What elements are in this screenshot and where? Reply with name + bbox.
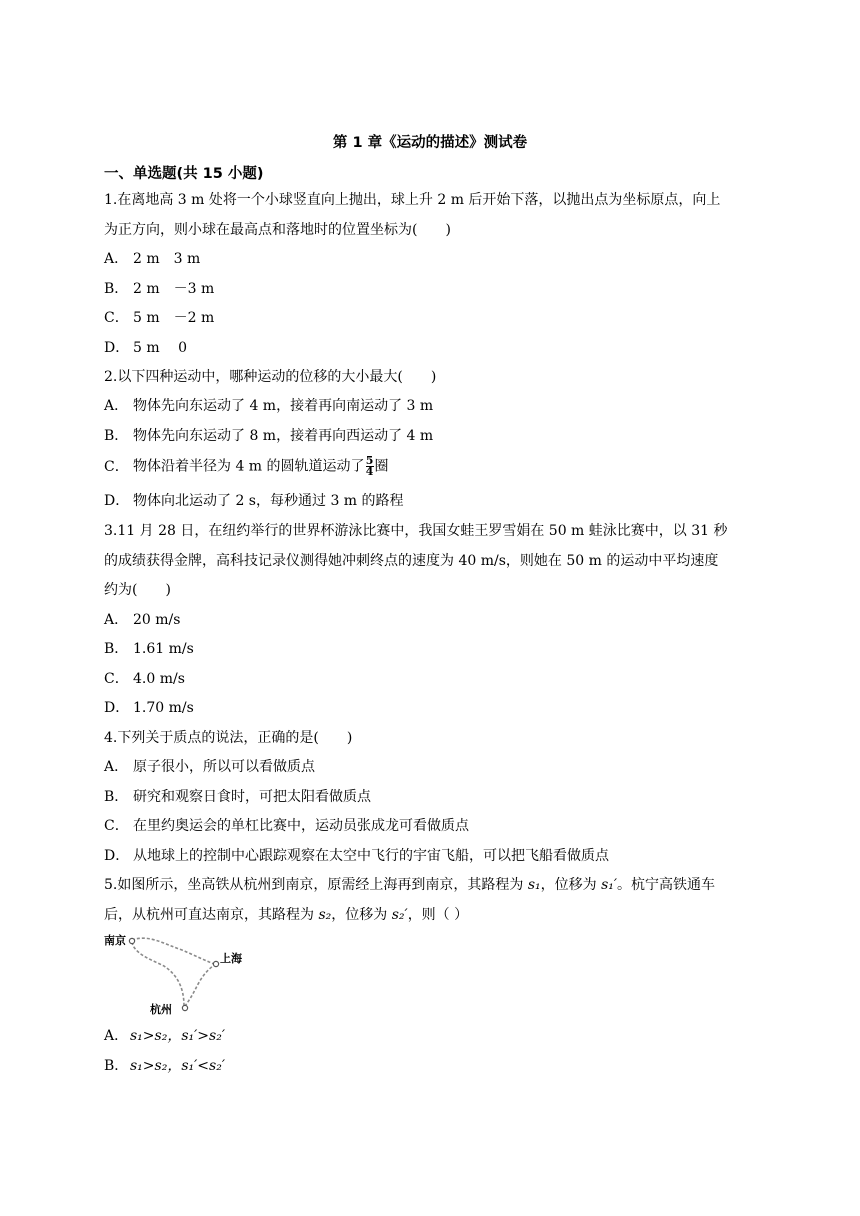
page-title: 第 1 章《运动的描述》测试卷	[332, 135, 528, 151]
fraction-denominator: 4	[365, 465, 374, 478]
option-text: 物体先向东运动了 4 m，接着再向南运动了 3 m	[133, 398, 434, 414]
option-text: 物体先向东运动了 8 m，接着再向西运动了 4 m	[133, 428, 434, 444]
question-2-option-a	[104, 397, 433, 415]
option-letter: D．	[104, 848, 130, 864]
option-letter: A．	[104, 251, 129, 267]
question-3-option-a	[104, 611, 180, 629]
option-text: 2 m 3 m	[133, 251, 201, 267]
question-1-option-c	[104, 309, 214, 327]
text-run: 后，从杭州可直达南京，其路程为	[104, 907, 319, 923]
symbol-s2: s₂	[318, 907, 332, 923]
option-text: s₁>s₂，s₁′<s₂′	[130, 1058, 226, 1074]
question-4-option-b	[104, 788, 371, 806]
option-letter: B．	[104, 428, 129, 444]
text-run: 5.如图所示，坐高铁从杭州到南京，原需经上海再到南京，其路程为	[104, 877, 528, 893]
fraction	[366, 456, 374, 477]
city-marker-shanghai	[213, 961, 218, 966]
question-4-option-c	[104, 817, 469, 835]
option-letter: A．	[104, 398, 129, 414]
question-2-text: 2.以下四种运动中，哪种运动的位移的大小最大( )	[104, 369, 437, 385]
question-2-option-c	[104, 456, 389, 477]
option-letter: D．	[104, 493, 130, 509]
fraction-numerator: 5	[365, 454, 374, 467]
option-letter: C．	[104, 818, 129, 834]
section-heading: 一、单选题(共 15 小题)	[104, 166, 264, 182]
route-shanghai-hangzhou	[185, 964, 216, 1006]
question-1-text-cont: 为正方向，则小球在最高点和落地时的位置坐标为( )	[104, 222, 451, 238]
question-3-text: 3.11 月 28 日，在纽约举行的世界杯游泳比赛中，我国女蛙王罗雪娟在 50 m 蛙泳比赛中，以 31 秒	[104, 523, 728, 539]
symbol-s2-prime: s₂′	[391, 907, 408, 923]
question-5-text	[104, 876, 715, 894]
symbol-s1-prime: s₁′	[601, 877, 618, 893]
option-letter: A．	[104, 1028, 129, 1044]
question-5-text-cont	[104, 906, 468, 924]
option-text: 2 m －3 m	[133, 281, 215, 297]
option-text: 1.61 m/s	[133, 641, 194, 657]
question-1-text: 1.在离地高 3 m 处将一个小球竖直向上抛出，球上升 2 m 后开始下落，以抛出点为坐标原点，向上	[104, 192, 721, 208]
option-text: 物体向北运动了 2 s，每秒通过 3 m 的路程	[133, 493, 404, 509]
option-text-tail: 圈	[374, 458, 389, 475]
route-nanjing-shanghai	[132, 938, 214, 964]
option-text: 物体沿着半径为 4 m 的圆轨道运动了	[133, 458, 365, 475]
text-run: ，则（ ）	[407, 907, 469, 923]
question-4-option-a	[104, 758, 315, 776]
question-3-text-cont: 的成绩获得金牌，高科技记录仪测得她冲刺终点的速度为 40 m/s，则她在 50 m 的运动中平均速度	[104, 553, 719, 569]
question-2-option-b	[104, 427, 433, 445]
question-1-option-b	[104, 280, 214, 298]
question-3-text-cont: 约为( )	[104, 582, 171, 598]
map-label-shanghai: 上海	[220, 952, 242, 965]
option-text: 从地球上的控制中心跟踪观察在太空中飞行的宇宙飞船，可以把飞船看做质点	[133, 848, 609, 864]
city-marker-nanjing	[129, 938, 134, 943]
text-run: ，位移为	[331, 907, 392, 923]
option-letter: A．	[104, 612, 129, 628]
option-text: 20 m/s	[133, 612, 181, 628]
text-run: 。杭宁高铁通车	[617, 877, 716, 893]
text-run: ，位移为	[540, 877, 602, 893]
option-text: 在里约奥运会的单杠比赛中，运动员张成龙可看做质点	[133, 818, 469, 834]
option-letter: B．	[104, 789, 129, 805]
option-letter: D．	[104, 340, 130, 356]
question-3-option-c	[104, 670, 185, 688]
option-letter: D．	[104, 700, 130, 716]
question-1-option-a	[104, 250, 200, 268]
question-4-text: 4.下列关于质点的说法，正确的是( )	[104, 730, 353, 746]
symbol-s1: s₁	[527, 877, 541, 893]
question-1-option-d	[104, 339, 187, 357]
option-letter: C．	[104, 310, 129, 326]
question-5-option-b	[104, 1057, 225, 1075]
option-text: 1.70 m/s	[133, 700, 194, 716]
option-text: 原子很小，所以可以看做质点	[133, 759, 315, 775]
city-marker-hangzhou	[182, 1005, 187, 1010]
option-letter: A．	[104, 759, 129, 775]
question-2-option-d	[104, 492, 404, 510]
railway-map-figure	[104, 930, 254, 1018]
option-letter: C．	[104, 671, 129, 687]
map-label-nanjing: 南京	[104, 934, 126, 947]
option-text: 4.0 m/s	[133, 671, 185, 687]
option-letter: B．	[104, 1058, 129, 1074]
option-text: 5 m 0	[133, 340, 187, 356]
option-letter: C．	[104, 458, 129, 475]
option-text: 研究和观察日食时，可把太阳看做质点	[133, 789, 371, 805]
option-text: 5 m －2 m	[133, 310, 215, 326]
option-letter: B．	[104, 641, 129, 657]
option-text: s₁>s₂，s₁′>s₂′	[130, 1028, 226, 1044]
route-nanjing-hangzhou	[132, 942, 184, 1006]
question-3-option-b	[104, 640, 194, 658]
question-5-option-a	[104, 1027, 225, 1045]
question-4-option-d	[104, 847, 609, 865]
option-letter: B．	[104, 281, 129, 297]
question-3-option-d	[104, 699, 194, 717]
map-label-hangzhou: 杭州	[150, 1003, 172, 1016]
